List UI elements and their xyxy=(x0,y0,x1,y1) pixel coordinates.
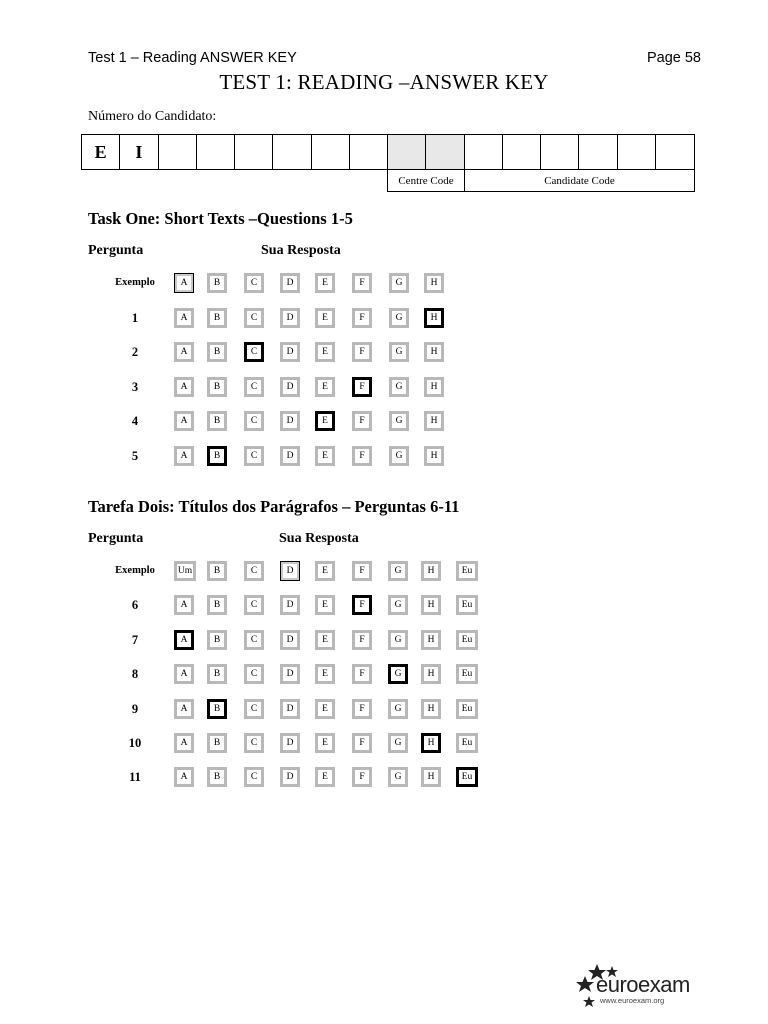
answer-row xyxy=(0,733,768,755)
answer-option-a[interactable]: A xyxy=(174,733,194,753)
answer-option-g[interactable]: G xyxy=(388,699,408,719)
answer-row xyxy=(0,411,768,433)
answer-option-h[interactable]: H xyxy=(421,767,441,787)
answer-option-g[interactable]: G xyxy=(389,308,409,328)
candidate-number-cell xyxy=(618,135,656,169)
answer-option-a[interactable]: A xyxy=(174,446,194,466)
answer-option-g[interactable]: G xyxy=(389,377,409,397)
answer-row xyxy=(0,630,768,652)
answer-option-h[interactable]: H xyxy=(424,342,444,362)
answer-option-e[interactable]: E xyxy=(315,446,335,466)
candidate-number-cell xyxy=(197,135,235,169)
answer-option-d[interactable]: D xyxy=(280,595,300,615)
answer-option-eu[interactable]: Eu xyxy=(456,595,478,615)
candidate-number-cell: I xyxy=(120,135,158,169)
answer-option-e[interactable]: E xyxy=(315,595,335,615)
question-number: 11 xyxy=(129,770,141,785)
question-number: 2 xyxy=(131,345,139,360)
answer-option-f[interactable]: F xyxy=(352,561,372,581)
candidate-number-cell xyxy=(350,135,388,169)
candidate-number-cell xyxy=(465,135,503,169)
answer-option-g[interactable]: G xyxy=(388,630,408,650)
question-number: 5 xyxy=(131,449,139,463)
answer-option-f[interactable]: F xyxy=(352,411,372,431)
answer-option-a[interactable]: Um xyxy=(174,561,196,581)
euroexam-logo-text: euroexam xyxy=(596,972,690,997)
task-two-answer-header: Sua Resposta xyxy=(279,531,359,546)
answer-option-d[interactable]: D xyxy=(280,664,300,684)
answer-option-b[interactable]: B xyxy=(207,699,227,719)
answer-option-e[interactable]: E xyxy=(315,342,335,362)
answer-option-b[interactable]: B xyxy=(207,273,227,293)
answer-option-d[interactable]: D xyxy=(280,561,300,581)
answer-option-g[interactable]: G xyxy=(389,273,409,293)
candidate-number-grid xyxy=(81,134,695,193)
candidate-number-cell xyxy=(656,135,694,169)
answer-row xyxy=(0,561,768,583)
answer-option-f[interactable]: F xyxy=(352,308,372,328)
candidate-number-label: Número do Candidato: xyxy=(88,109,217,124)
answer-option-c[interactable]: C xyxy=(244,342,264,362)
answer-option-b[interactable]: B xyxy=(207,561,227,581)
candidate-number-cell xyxy=(426,135,464,169)
answer-option-h[interactable]: H xyxy=(421,561,441,581)
answer-option-g[interactable]: G xyxy=(388,767,408,787)
document-title: TEST 1: READING –ANSWER KEY xyxy=(219,70,549,94)
answer-option-c[interactable]: C xyxy=(244,699,264,719)
answer-option-a[interactable]: A xyxy=(174,630,194,650)
answer-option-d[interactable]: D xyxy=(280,377,300,397)
answer-option-a[interactable]: A xyxy=(174,342,194,362)
answer-row xyxy=(0,595,768,617)
question-number: 3 xyxy=(131,379,139,394)
answer-option-c[interactable]: C xyxy=(244,411,264,431)
candidate-number-cell xyxy=(503,135,541,169)
answer-option-c[interactable]: C xyxy=(244,733,264,753)
answer-option-d[interactable]: D xyxy=(280,411,300,431)
question-number: 1 xyxy=(131,310,139,325)
answer-option-d[interactable]: D xyxy=(280,308,300,328)
answer-option-g[interactable]: G xyxy=(389,342,409,362)
answer-option-h[interactable]: H xyxy=(421,630,441,650)
answer-option-eu[interactable]: Eu xyxy=(456,630,478,650)
question-number: 9 xyxy=(131,701,139,716)
answer-option-h[interactable]: H xyxy=(421,664,441,684)
answer-option-f[interactable]: F xyxy=(352,446,372,466)
answer-option-d[interactable]: D xyxy=(280,342,300,362)
code-labels xyxy=(387,169,695,192)
answer-option-g[interactable]: G xyxy=(389,411,409,431)
answer-option-a[interactable]: A xyxy=(174,308,194,328)
answer-option-g[interactable]: G xyxy=(388,595,408,615)
candidate-number-cell: E xyxy=(82,135,120,169)
answer-option-e[interactable]: E xyxy=(315,308,335,328)
candidate-number-cells xyxy=(81,134,695,170)
question-number: 6 xyxy=(131,598,139,613)
answer-option-d[interactable]: D xyxy=(280,699,300,719)
answer-option-b[interactable]: B xyxy=(207,595,227,615)
answer-option-eu[interactable]: Eu xyxy=(456,664,478,684)
answer-row xyxy=(0,767,768,789)
answer-option-c[interactable]: C xyxy=(244,377,264,397)
task-two-question-header: Pergunta xyxy=(88,531,144,546)
answer-option-h[interactable]: H xyxy=(424,411,444,431)
answer-option-h[interactable]: H xyxy=(421,595,441,615)
answer-option-e[interactable]: E xyxy=(315,273,335,293)
task-one-question-header: Pergunta xyxy=(88,243,144,258)
answer-option-e[interactable]: E xyxy=(315,699,335,719)
answer-option-c[interactable]: C xyxy=(244,664,264,684)
page-number: Page 58 xyxy=(646,50,701,66)
question-number: 7 xyxy=(131,632,139,647)
answer-option-e[interactable]: E xyxy=(315,664,335,684)
answer-option-f[interactable]: F xyxy=(352,342,372,362)
answer-option-e[interactable]: E xyxy=(315,630,335,650)
answer-option-eu[interactable]: Eu xyxy=(456,561,478,581)
answer-option-h[interactable]: H xyxy=(421,699,441,719)
answer-option-b[interactable]: B xyxy=(207,308,227,328)
answer-option-a[interactable]: A xyxy=(174,699,194,719)
answer-option-a[interactable]: A xyxy=(174,664,194,684)
answer-option-f[interactable]: F xyxy=(352,273,372,293)
answer-option-f[interactable]: F xyxy=(352,377,372,397)
page-header-title: Test 1 – Reading ANSWER KEY xyxy=(88,50,297,66)
answer-option-g[interactable]: G xyxy=(389,446,409,466)
answer-option-c[interactable]: C xyxy=(244,630,264,650)
answer-option-h[interactable]: H xyxy=(424,446,444,466)
answer-option-d[interactable]: D xyxy=(280,446,300,466)
candidate-number-cell xyxy=(159,135,197,169)
answer-option-c[interactable]: C xyxy=(244,273,264,293)
answer-option-f[interactable]: F xyxy=(352,767,372,787)
answer-option-d[interactable]: D xyxy=(280,630,300,650)
candidate-number-cell xyxy=(541,135,579,169)
candidate-number-cell xyxy=(312,135,350,169)
example-label: Exemplo xyxy=(115,277,155,288)
answer-option-h[interactable]: H xyxy=(424,273,444,293)
answer-option-a[interactable]: A xyxy=(174,767,194,787)
answer-option-f[interactable]: F xyxy=(352,699,372,719)
answer-option-eu[interactable]: Eu xyxy=(456,767,478,787)
task-one-title: Task One: Short Texts –Questions 1-5 xyxy=(88,209,353,228)
answer-option-e[interactable]: E xyxy=(315,411,335,431)
answer-option-b[interactable]: B xyxy=(207,411,227,431)
answer-option-a[interactable]: A xyxy=(174,377,194,397)
candidate-number-cell xyxy=(273,135,311,169)
answer-option-a[interactable]: A xyxy=(174,595,194,615)
answer-row xyxy=(0,699,768,721)
answer-option-e[interactable]: E xyxy=(315,377,335,397)
answer-option-eu[interactable]: Eu xyxy=(456,699,478,719)
answer-row xyxy=(0,377,768,399)
answer-option-g[interactable]: G xyxy=(388,561,408,581)
question-number: 10 xyxy=(128,736,142,750)
answer-option-g[interactable]: G xyxy=(388,664,408,684)
centre-code-label: Centre Code xyxy=(388,170,465,191)
answer-row xyxy=(0,446,768,468)
answer-option-f[interactable]: F xyxy=(352,595,372,615)
answer-row xyxy=(0,664,768,686)
candidate-number-cell xyxy=(235,135,273,169)
answer-option-c[interactable]: C xyxy=(244,308,264,328)
candidate-number-cell xyxy=(388,135,426,169)
answer-option-d[interactable]: D xyxy=(280,273,300,293)
example-label: Exemplo xyxy=(115,565,155,576)
answer-option-b[interactable]: B xyxy=(207,377,227,397)
answer-option-b[interactable]: B xyxy=(207,767,227,787)
euroexam-url: www.euroexam.org xyxy=(600,996,665,1005)
task-two-title: Tarefa Dois: Títulos dos Parágrafos – Perguntas 6-11 xyxy=(88,497,460,516)
task-one-answer-header: Sua Resposta xyxy=(261,243,341,258)
answer-option-c[interactable]: C xyxy=(244,446,264,466)
answer-row xyxy=(0,308,768,330)
answer-option-c[interactable]: C xyxy=(244,595,264,615)
question-number: 8 xyxy=(131,667,139,682)
answer-option-c[interactable]: C xyxy=(244,561,264,581)
answer-option-d[interactable]: D xyxy=(280,733,300,753)
answer-option-b[interactable]: B xyxy=(207,664,227,684)
answer-option-eu[interactable]: Eu xyxy=(456,733,478,753)
answer-option-b[interactable]: B xyxy=(207,446,227,466)
answer-row xyxy=(0,273,768,295)
answer-option-f[interactable]: F xyxy=(352,733,372,753)
candidate-number-cell xyxy=(579,135,617,169)
answer-option-c[interactable]: C xyxy=(244,767,264,787)
answer-option-e[interactable]: E xyxy=(315,767,335,787)
question-number: 4 xyxy=(131,414,139,429)
answer-option-a[interactable]: A xyxy=(174,273,194,293)
answer-option-d[interactable]: D xyxy=(280,767,300,787)
answer-option-g[interactable]: G xyxy=(388,733,408,753)
answer-option-f[interactable]: F xyxy=(352,630,372,650)
answer-option-b[interactable]: B xyxy=(207,733,227,753)
answer-option-e[interactable]: E xyxy=(315,733,335,753)
answer-option-f[interactable]: F xyxy=(352,664,372,684)
answer-row xyxy=(0,342,768,364)
answer-option-b[interactable]: B xyxy=(207,342,227,362)
answer-option-h[interactable]: H xyxy=(424,308,444,328)
answer-option-h[interactable]: H xyxy=(421,733,441,753)
candidate-code-label: Candidate Code xyxy=(544,174,615,187)
answer-option-b[interactable]: B xyxy=(207,630,227,650)
answer-option-a[interactable]: A xyxy=(174,411,194,431)
answer-option-e[interactable]: E xyxy=(315,561,335,581)
answer-option-h[interactable]: H xyxy=(424,377,444,397)
